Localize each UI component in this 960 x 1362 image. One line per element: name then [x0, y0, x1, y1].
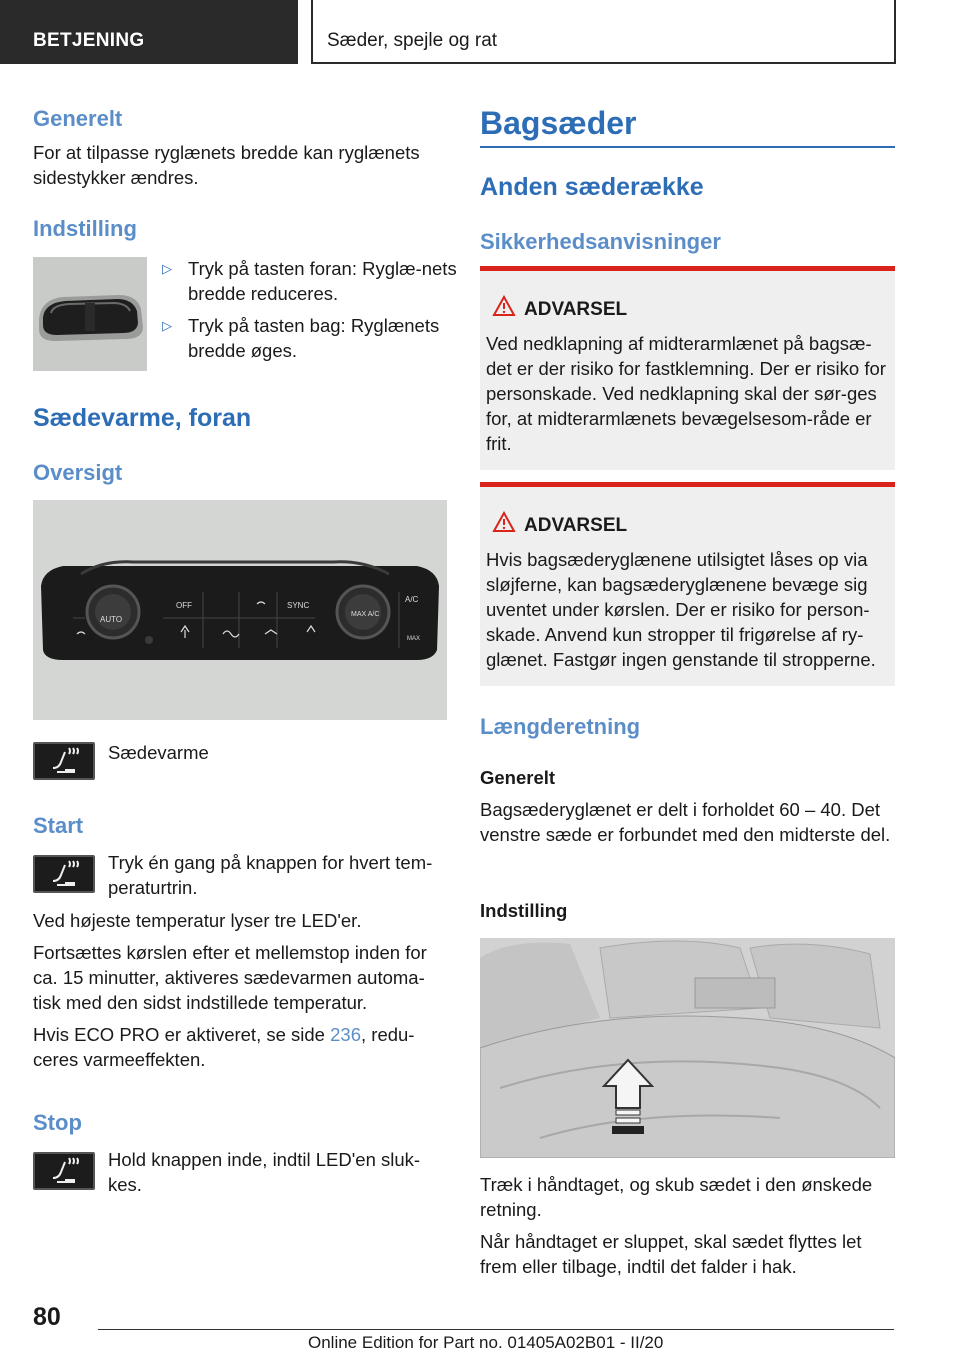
stop-heading: Stop — [33, 1110, 82, 1135]
generelt-subheading: Generelt — [480, 767, 556, 788]
climate-control-panel-image — [33, 500, 447, 720]
warning-triangle-icon — [492, 511, 516, 538]
start-heading: Start — [33, 813, 84, 838]
bullet-triangle-icon: ▷ — [162, 318, 172, 333]
warning-title: ADVARSEL — [524, 515, 628, 536]
page-number: 80 — [33, 1303, 61, 1331]
bullet-triangle-icon: ▷ — [162, 261, 172, 276]
generelt-text: For at tilpasse ryglænets bredde kan ryglænets sidestykker ændres. — [33, 142, 420, 188]
seat-heating-icon — [33, 742, 95, 780]
indstilling-heading: Indstilling — [33, 216, 137, 241]
header-chapter-tab — [311, 0, 896, 64]
generelt-heading: Generelt — [33, 106, 123, 131]
sikkerhed-heading: Sikkerhedsanvisninger — [480, 229, 721, 254]
warning-title: ADVARSEL — [524, 299, 628, 320]
heading-divider — [480, 146, 895, 148]
seat-heating-icon — [33, 1152, 95, 1190]
panel-label-auto: AUTO — [100, 615, 123, 624]
bagsaeder-heading: Bagsæder — [480, 105, 637, 141]
rear-seat-image — [480, 938, 895, 1158]
header-section-label: BETJENING — [33, 30, 145, 51]
warning-box — [480, 482, 895, 686]
seat-heating-caption: Sædevarme — [108, 742, 209, 763]
oversigt-heading: Oversigt — [33, 460, 123, 485]
header-chapter-label: Sæder, spejle og rat — [327, 30, 498, 51]
panel-label-max: MAX — [407, 636, 421, 642]
generelt-right-text: Bagsæderyglænet er delt i forholdet 60 – 40. Det venstre sæde er forbundet med den midterste del. — [480, 799, 891, 845]
laengderetning-heading: Længderetning — [480, 714, 641, 739]
paragraph-eco-pro: Hvis ECO PRO er aktiveret, se side 236, redu-ceres varmeeffekten. — [33, 1024, 415, 1070]
panel-label-off: OFF — [176, 601, 192, 610]
paragraph-led: Ved højeste temperatur lyser tre LED'er. — [33, 910, 362, 931]
panel-label-sync: SYNC — [287, 601, 310, 610]
panel-label-ac: A/C — [405, 595, 419, 604]
paragraph-resume: Fortsættes kørslen efter et mellemstop inden for ca. 15 minutter, aktiveres sædevarmen automa-tisk med den sidst indstillede temperatur. — [33, 942, 427, 1013]
warning-text: Hvis bagsæderyglænene utilsigtet låses op via sløjferne, kan bagsæderyglænene bevæge sig uventet under kørslen. Der er risiko for person-skade. Anvend kun stropper til frigørelse af ry-glænet. Fastgør ingen genstande til stropperne. — [486, 549, 876, 670]
saedevarme-heading: Sædevarme, foran — [33, 404, 252, 432]
page-link-236[interactable]: 236 — [330, 1024, 361, 1045]
backrest-button-image — [33, 257, 147, 371]
warning-triangle-icon — [492, 295, 516, 322]
start-text: Tryk én gang på knappen for hvert tem-peraturtrin. — [108, 852, 433, 898]
paragraph-pull-handle: Træk i håndtaget, og skub sædet i den ønskede retning. — [480, 1174, 873, 1220]
header-section-tab — [0, 0, 298, 64]
footer-edition: Online Edition for Part no. 01405A02B01 - II/20 — [308, 1333, 664, 1352]
anden-saederaekke-heading: Anden sæderække — [480, 173, 704, 201]
stop-text: Hold knappen inde, indtil LED'en sluk-kes. — [108, 1149, 421, 1195]
panel-label-max-ac: MAX A/C — [351, 611, 380, 618]
indstilling-subheading: Indstilling — [480, 900, 568, 921]
warning-box — [480, 266, 895, 470]
footer-divider — [98, 1329, 894, 1330]
warning-text: Ved nedklapning af midterarmlænet på bagsæ-det er der risiko for fastklemning. Der er risiko for personskade. Ved nedklapning skal der sør-ges for, at midterarmlænets bevægelsesom-råde er frit. — [486, 333, 886, 454]
paragraph-release-handle: Når håndtaget er sluppet, skal sædet flyttes let frem eller tilbage, indtil det falder i hak. — [480, 1231, 862, 1277]
seat-heating-icon — [33, 855, 95, 893]
